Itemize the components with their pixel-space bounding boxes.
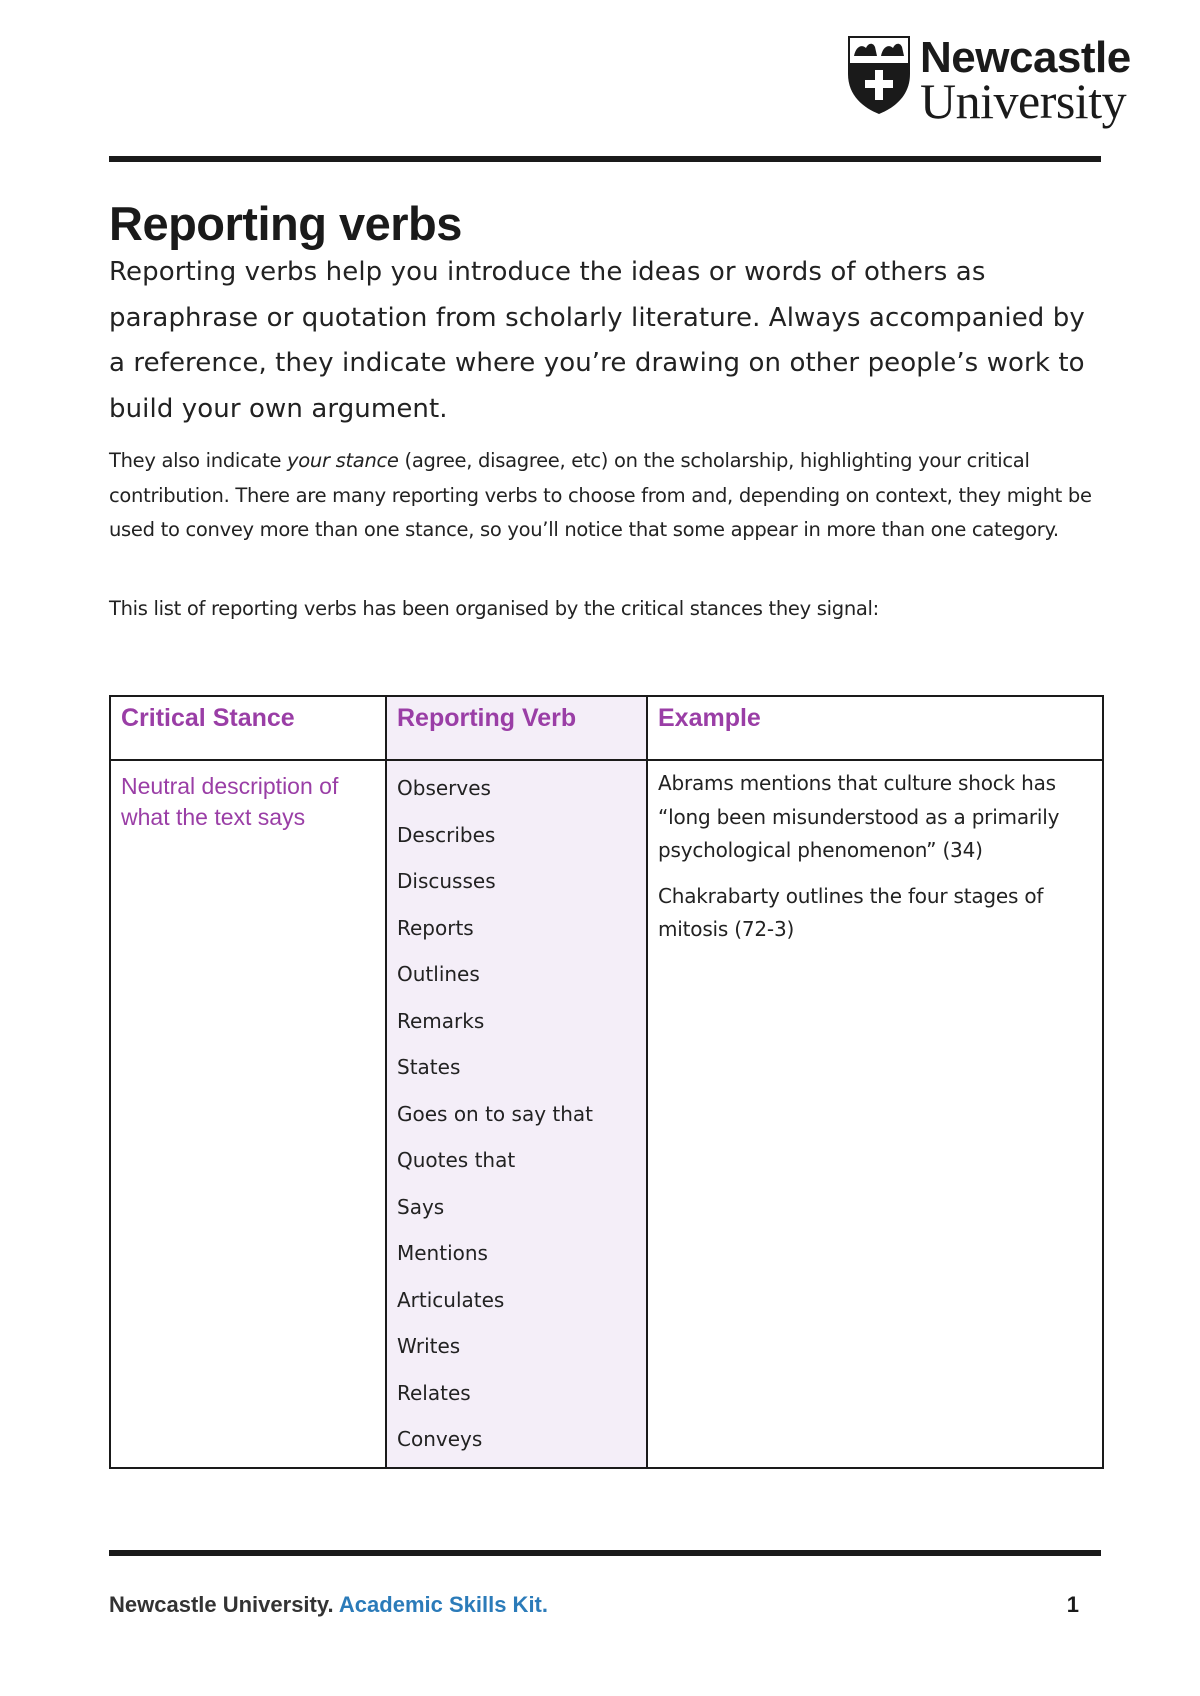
footer-separator: . <box>327 1592 339 1617</box>
verbs-cell <box>386 760 647 1468</box>
verb-item: Mentions <box>397 1241 488 1265</box>
table-row <box>110 760 1103 1468</box>
logo-wordmark-line2: University <box>920 73 1127 129</box>
verb-list <box>387 761 646 1463</box>
verb-item: Articulates <box>397 1287 505 1312</box>
verb-item: Relates <box>397 1380 471 1405</box>
verb-item: Outlines <box>397 962 480 986</box>
verb-item: Says <box>397 1194 445 1219</box>
footer-kit-link[interactable]: Academic Skills Kit. <box>338 1592 548 1617</box>
stance-paragraph <box>109 444 1109 548</box>
verb-item: States <box>397 1055 461 1079</box>
verb-item: Discusses <box>397 869 496 893</box>
header-critical-stance: Critical Stance <box>110 696 386 760</box>
examples <box>648 761 1102 947</box>
verb-item: Conveys <box>397 1427 483 1451</box>
table-header-row <box>110 696 1103 760</box>
verb-item: Remarks <box>397 1008 485 1033</box>
stance-paragraph-start: They also indicate <box>109 449 288 472</box>
header-example: Example <box>647 696 1103 760</box>
example-item: Abrams mentions that culture shock has “long been misunderstood as a primarily psychological phenomenon” (34) <box>658 771 1060 862</box>
footer-divider <box>109 1550 1101 1556</box>
university-logo <box>846 33 1162 129</box>
footer <box>109 1588 1079 1622</box>
example-item: Chakrabarty outlines the four stages of mitosis (72-3) <box>658 883 1044 941</box>
verb-item: Writes <box>397 1334 461 1358</box>
university-crest-icon <box>846 34 912 116</box>
list-intro-paragraph: This list of reporting verbs has been organised by the critical stances they signal: <box>109 597 879 620</box>
footer-org: Newcastle University <box>109 1592 328 1617</box>
verb-item: Quotes that <box>397 1148 516 1172</box>
reporting-verbs-table <box>109 695 1104 1469</box>
verb-item: Reports <box>397 915 474 940</box>
stance-paragraph-end: (agree, disagree, etc) on the scholarship, highlighting your critical contribution. There are many reporting verbs to choose from and, depending on context, they might be used to convey more than one stance, so you’ll notice that some appear in more than one category. <box>109 449 1092 541</box>
examples-cell <box>647 760 1103 1468</box>
stance-cell <box>110 760 386 1468</box>
header-reporting-verb: Reporting Verb <box>386 696 647 760</box>
verb-item: Observes <box>397 776 491 800</box>
stance-text: Neutral description of what the text says <box>121 773 339 830</box>
intro-paragraph: Reporting verbs help you introduce the ideas or words of others as paraphrase or quotation from scholarly literature. Always accompanied by a reference, they indicate where you’re drawing on other people’s work to build your own argument. <box>109 257 1085 424</box>
page-title: Reporting verbs <box>109 197 462 250</box>
page-number: 1 <box>1066 1592 1079 1617</box>
header-divider <box>109 156 1101 162</box>
logo-wordmark-line1: Newcastle <box>920 33 1131 82</box>
verb-item: Goes on to say that <box>397 1101 594 1126</box>
verb-item: Describes <box>397 822 496 847</box>
stance-emphasis: your stance <box>287 449 399 472</box>
